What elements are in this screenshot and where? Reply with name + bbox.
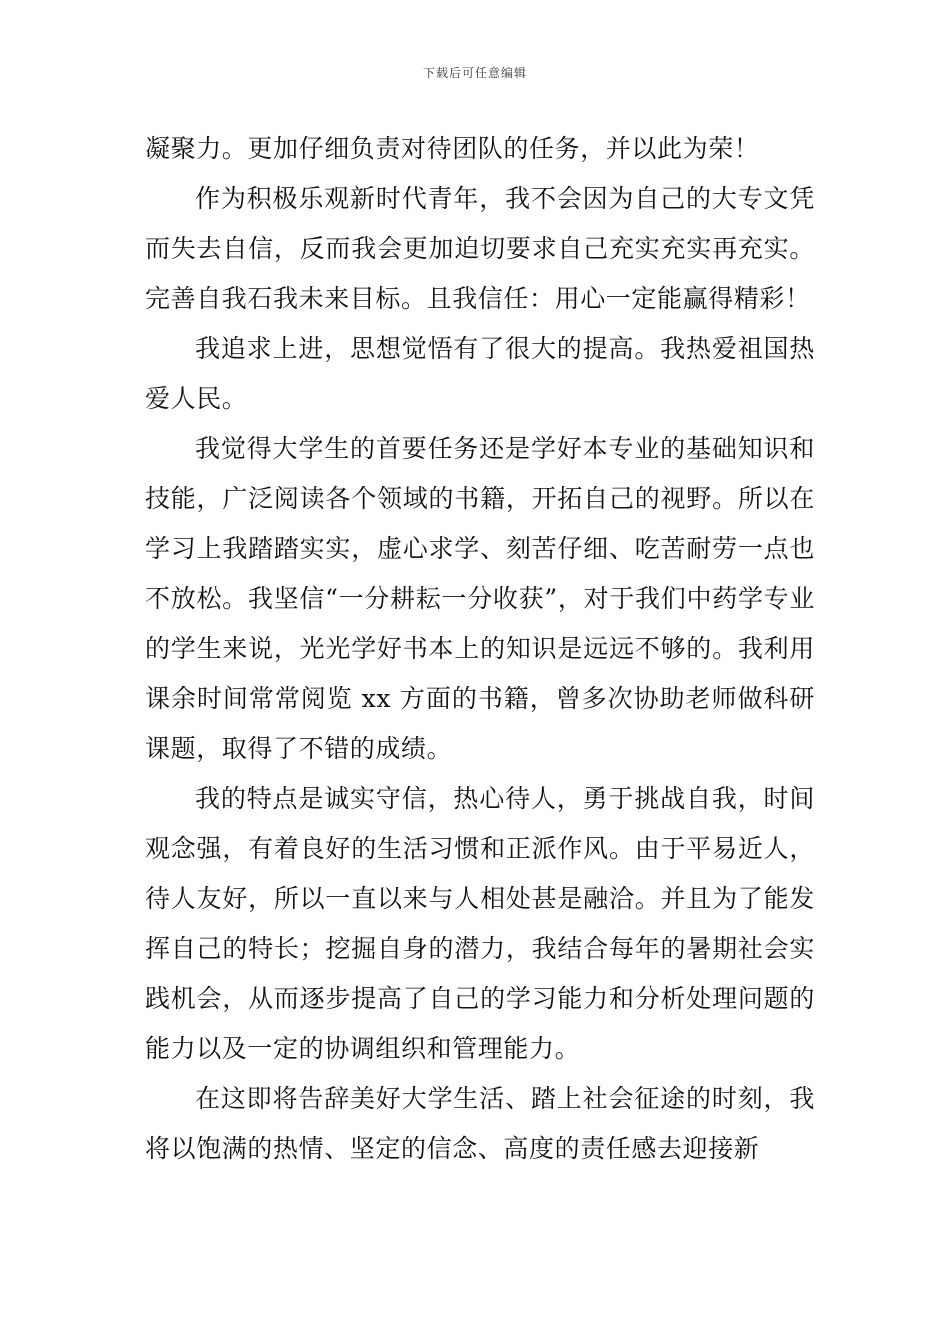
paragraph-6: 在这即将告辞美好大学生活、踏上社会征途的时刻，我将以饱满的热情、坚定的信念、高度的责任感去迎接新 <box>145 1084 815 1163</box>
paragraph-1: 凝聚力。更加仔细负责对待团队的任务，并以此为荣！ <box>145 134 760 163</box>
paragraph-2: 作为积极乐观新时代青年，我不会因为自己的大专文凭而失去自信，反而我会更加迫切要求自己充实充实再充实。完善自我石我未来目标。且我信任：用心一定能赢得精彩！ <box>145 184 815 313</box>
paragraph-4: 我觉得大学生的首要任务还是学好本专业的基础知识和技能，广泛阅读各个领域的书籍，开拓自己的视野。所以在学习上我踏踏实实，虚心求学、刻苦仔细、吃苦耐劳一点也不放松。我坚信“一分耕耘一分收获”，对于我们中药学专业的学生来说，光光学好书本上的知识是远远不够的。我利用课余时间常常阅览 xx 方面的书籍，曾多次协助老师做科研课题，取得了不错的成绩。 <box>145 434 815 763</box>
page-header: 下载后可任意编辑 <box>422 66 527 80</box>
paragraph-3: 我追求上进，思想觉悟有了很大的提高。我热爱祖国热爱人民。 <box>145 334 815 413</box>
document-body <box>145 124 815 1174</box>
paragraph-5: 我的特点是诚实守信，热心待人，勇于挑战自我，时间观念强，有着良好的生活习惯和正派作风。由于平易近人，待人友好，所以一直以来与人相处甚是融洽。并且为了能发挥自己的特长；挖掘自身的潜力，我结合每年的暑期社会实践机会，从而逐步提高了自己的学习能力和分析处理问题的能力以及一定的协调组织和管理能力。 <box>145 784 815 1063</box>
